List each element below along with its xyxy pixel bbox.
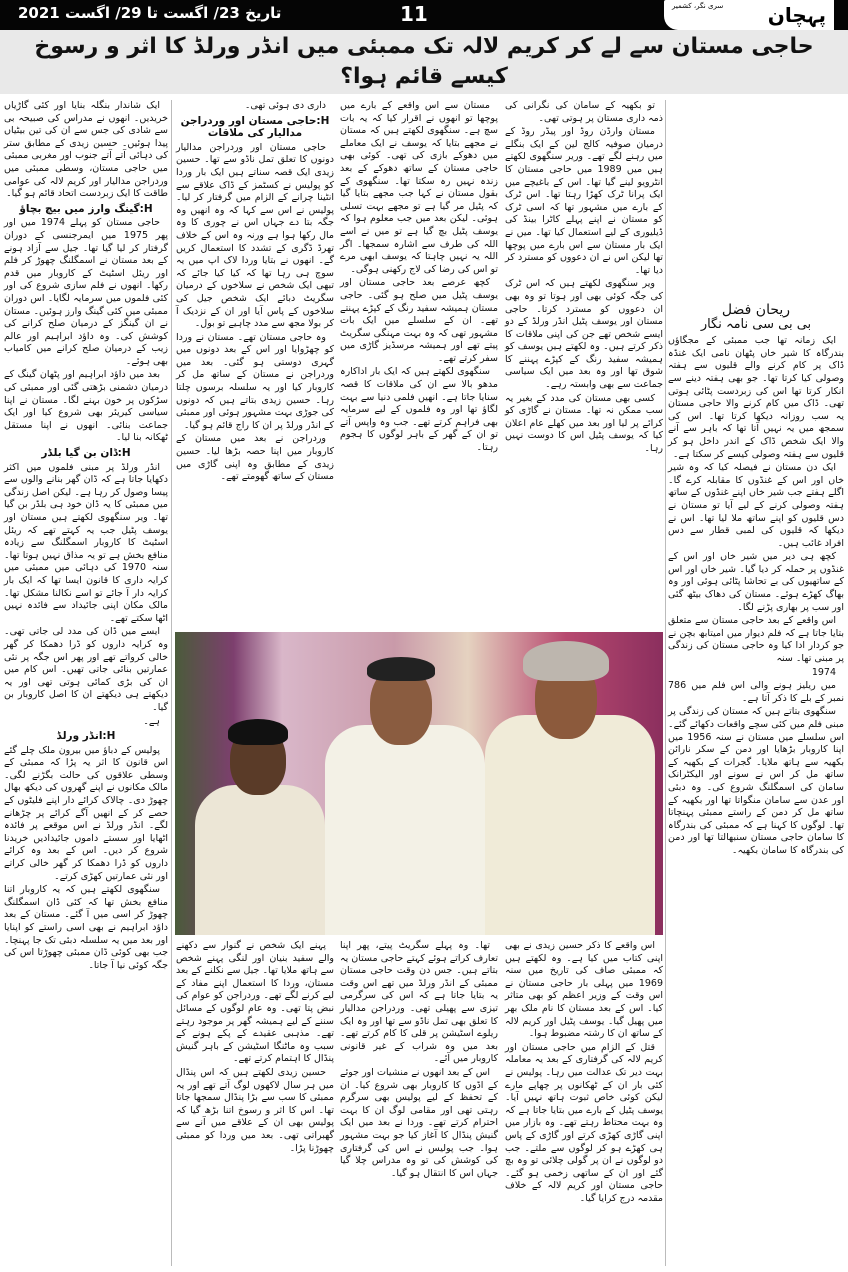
subheading: H:حاجی مستان اور وردراجن مدالیار کی ملاقات	[180, 114, 330, 140]
paragraph: بعد میں داؤد ابراہیم اور پٹھان گینگ کے درمیان دشمنی بڑھتی گئی اور ممبئی کی سڑکوں پر خون بہنے لگا۔ مستان نے اپنا سیاسی کیریئر بھی شروع کیا اور ایک جماعت بنائی۔ انھوں نے اپنا مستقل ٹھکانہ بنا لیا۔	[4, 369, 168, 444]
paragraph: ایک زمانہ تھا جب ممبئی کے مجگاؤں بندرگاہ کا شیر خاں پٹھان نامی ایک غنڈہ ڈاک پر کام کرنے والے قلیوں سے ہفتہ وصولی کیا کرتا تھا۔ جو بھی ہفتہ دینے سے انکار کرتا تھا اس کی زبردست پٹائی ہوتی تھی۔ ڈاک میں کام کرنے والا حاجی مستان یہ سب روزانہ دیکھا کرتا تھا۔ اس کی سمجھ میں یہ نہیں آتا تھا کہ باہر سے آنے والا ایک شخص ڈاک کے اندر داخل ہو کر قلیوں سے ہفتہ وصولی کیسے کر سکتا ہے۔	[668, 335, 844, 460]
main-headline	[0, 30, 848, 94]
article-photo	[175, 632, 663, 935]
paragraph: کچھ ہی دیر میں شیر خاں اور اس کے غنڈوں پر حملہ کر دیا گیا۔ شیر خاں اور اس کے ساتھیوں کی بے تحاشا پٹائی ہوئی اور وہ بھاگ کھڑے ہوئے۔ مستان کی دھاک بیٹھ گئی اور سب پر بھاری پڑنے لگا۔	[668, 551, 844, 613]
paragraph: انڈر ورلڈ پر مبنی فلموں میں اکثر دکھایا جاتا ہے کہ ڈان گھر بنانے والوں سے پیسا وصول کر رہا ہے۔ لیکن اصل زندگی میں ممبئی کا یہ ڈان خود ہی بلڈر بن گیا تھا۔ ویر سنگھوی لکھتے ہیں مستان اور یوسف پٹیل جب یہ کہتے تھے کہ ریئل اسٹیٹ کا کاروبار اسمگلنگ سے زیادہ منافع بخش ہے تو یہ مذاق نہیں ہوتا تھا۔ سنہ 1970 کی دہائی میں ممبئی میں کرایہ داری کا قانون ایسا تھا کہ ایک بار کرایہ دار آ جائے تو اسے نکالنا مشکل تھا۔ مالک مکان اپنی جائیداد سے فائدہ نہیں اٹھا سکتے تھے۔	[4, 461, 168, 624]
subheading: H:ڈان بن گیا بلڈر	[41, 447, 131, 460]
column-divider	[171, 100, 172, 1266]
paragraph: پولیس کے دباؤ میں بیرون ملک چلے گئے اس قانون کا اثر یہ پڑا کہ ممبئی کے وسطی علاقوں کی حالت بگڑنے لگی۔ مالک مکانوں نے اپنے گھروں کی دیکھ بھال چھوڑ دی۔ چالاک کرائے دار اپنے فلیٹوں کے حصے کر کے انھیں آگے کرائے پر چڑھانے لگے۔ انڈر ورلڈ نے اس موقعے پر فائدہ اٹھایا اور سستے داموں جائیدادیں خریدنا شروع کر دیں۔ اس کے بعد وہ کرائے داروں کو ڈرا دھمکا کر گھر خالی کراتے اور نئی عمارتیں کھڑی کرتے۔	[4, 744, 168, 882]
person-middle	[325, 645, 485, 935]
newspaper-logo	[664, 0, 834, 30]
paragraph: پہنے ایک شخص نے گنوار سے دکھنے والے سفید بنیان اور لنگی پہنے شخص سے ہاتھ ملایا تھا۔ جیل سے نکلنے کے بعد مستان، وردا کا استعمال اپنے مفاد کے لیے کرنے لگے تھے۔ وردراجن کو عوام کی نبض پتا تھی۔ وہ عام لوگوں کے مسائل سننے کے لیے ہمیشہ گھر پر موجود رہتے تھے۔ مذہبی عقیدے کے پکے ہونے کے سبب وہ ماٹنگا اسٹیشن کے باہر گنیش پنڈال کا اہتمام کرتے تھے۔	[176, 940, 334, 1065]
logo-tagline: سری نگر، کشمیر	[672, 2, 724, 10]
column-3-top	[340, 100, 498, 456]
paragraph: حاجی مستان اور وردراجن مدالیار دونوں کا تعلق تمل ناڈو سے تھا۔ حسین زیدی ایک قصہ سناتے ہیں ایک بار وردا کو پولیس نے کسٹمز کے ڈاک علاقے سے انٹینا چرانے کے الزام میں گرفتار کر لیا۔ پولیس نے اس سے کہا کہ وہ انھیں وہ جگہ بتا دے جہاں اس نے چوری کا وہ مال رکھا ہوا ہے ورنہ وہ اس کے خلاف تھرڈ ڈگری کے تشدد کا استعمال کریں گے۔ انھوں نے بتایا وردا لاک اپ میں یہ سوچ ہی رہا تھا کہ کیا کیا جائے کہ تبھی ایک شخص نے سلاخوں کے درمیان سگریٹ دبائے ایک شخص جیل کی سلاخوں کے پاس آیا اور ان کے نزدیک آ کر بولا مجھ سے مدد چاہیے تو بول۔	[176, 141, 334, 330]
paragraph: حسین زیدی لکھتے ہیں کہ اس پنڈال میں ہر سال لاکھوں لوگ آتے تھے اور یہ ممبئی کا سب سے بڑا پنڈال سمجھا جاتا تھا۔ اس کا اثر و رسوخ اتنا بڑھ گیا کہ پولیس بھی ان کے علاقے میں آنے سے گھبراتی تھی۔ بعد میں وردا کو ممبئی چھوڑنا پڑا۔	[176, 1066, 334, 1154]
column-5-bottom-text	[4, 716, 168, 973]
paragraph: ایسے میں ڈان کی مدد لی جاتی تھی۔ وہ کرایہ داروں کو ڈرا دھمکا کر گھر خالی کرواتے تھے اور پھر اس جگہ پر نئی عمارتیں بنائی جاتی تھیں۔ اس کام میں ان کی بڑی کمائی ہوتی تھی اور یہ دیکھتے ہی دیکھتے ان کا اصل کاروبار بن گیا۔	[4, 626, 168, 713]
byline	[668, 304, 844, 331]
paragraph: میں ریلیز ہونے والی اس فلم میں 786 نمبر کے بلے کا ذکر آتا ہے۔	[668, 680, 844, 704]
paragraph: ہے۔	[143, 715, 160, 727]
column-4-top	[176, 100, 334, 485]
paragraph: سنگھوی لکھتے ہیں کہ یہ کاروبار اتنا منافع بخش تھا کہ کئی ڈان اسمگلنگ چھوڑ کر اسی میں آ گئے۔ مستان کے بعد داؤد ابراہیم نے بھی اسی راستے کو اپنایا اور بعد میں یہ سلسلہ دبئی تک جا پہنچا۔ جب بھی کوئی ڈان ممبئی چھوڑتا اس کی جگہ کوئی نیا آ جاتا۔	[4, 884, 168, 971]
issue-date: تاریخ 23/ اگست تا 29/ اگست 2021	[18, 4, 282, 22]
paragraph: تو بکھیہ کے سامان کی نگرانی کی ذمہ داری مستان پر ہوتی تھی۔	[505, 100, 663, 124]
logo-name: پہچان	[767, 3, 826, 27]
column-divider	[665, 100, 666, 1266]
person-left	[195, 715, 325, 935]
paragraph: سنگھوی بتاتے ہیں کہ مستان کی زندگی پر مبنی فلم میں کئی سچے واقعات دکھائے گئے۔ اس سلسلے میں مستان نے سنہ 1956 میں اپنا کاروبار بڑھایا اور دمن کے سکر نارائن بکھیہ سے ہاتھ ملایا۔ گجرات کے بکھیہ کے ساتھ مل کر اس نے سونے اور الیکٹرانک سامان کی اسمگلنگ شروع کی۔ وہ دبئی اور عدن سے سامان منگواتا تھا اور بکھیہ کے ساتھ مل کر دمن کے راستے ممبئی پہنچاتا تھا۔ لوگوں کا کہنا ہے کہ ممبئی کی بندرگاہ کا سامان حاجی مستان سنبھالتا تھا اور دمن کی بندرگاہ کا سامان بکھیہ۔	[668, 706, 844, 856]
column-2-bottom	[505, 940, 663, 1206]
paragraph: اس واقعے کے بعد حاجی مستان سے متعلق بتایا جاتا ہے کہ فلم دیوار میں امیتابھ بچن نے جو کردار ادا کیا وہ حاجی مستان کی زندگی پر مبنی تھا۔ سنہ	[668, 615, 844, 665]
column-5	[4, 100, 168, 973]
column-3-bottom	[340, 940, 498, 1181]
paragraph: قتل کے الزام میں حاجی مستان اور کریم لالہ کی گرفتاری کے بعد یہ معاملہ بہت دیر تک عدالت میں رہا۔ پولیس نے کئی بار ان کے ٹھکانوں پر چھاپے مارے لیکن کوئی خاص ثبوت ہاتھ نہیں آیا۔ یوسف پٹیل کے بارے میں بتایا جاتا ہے کہ وہ بہت محتاط رہتے تھے۔ وہ بازار میں اپنی گاڑی کھڑی کرتے اور گاڑی کے پاس ہی کھڑے ہو کر لوگوں سے ملتے۔ جب دو لوگوں نے ان پر گولی چلائی تو وہ بچ گئے اور ان کے ساتھی زخمی ہو گئے۔ حاجی مستان اور کریم لالہ کے خلاف مقدمہ درج کرایا گیا۔	[505, 1041, 663, 1204]
byline-author: ریحان فضل	[721, 302, 791, 318]
paragraph: 1974	[811, 666, 836, 678]
masthead-bar	[0, 0, 848, 30]
subheading: H:گینگ وارز میں بیچ بچاؤ	[19, 202, 153, 215]
column-1	[668, 300, 844, 859]
person-right	[485, 635, 655, 935]
subheading: H:انڈر ورلڈ	[56, 730, 116, 743]
paragraph: کچھ عرصے بعد حاجی مستان اور یوسف پٹیل میں صلح ہو گئی۔ حاجی مستان ہمیشہ سفید رنگ کے کپڑے پہنتے تھے۔ ان کے سلسلے میں ایک بات مشہور تھی کہ وہ بہت مہنگی سگریٹ پیتے تھے اور ہمیشہ مرسڈیز گاڑی میں سفر کرتے تھے۔	[340, 277, 498, 364]
paragraph: مستان سے اس واقعے کے بارے میں پوچھا تو انھوں نے اقرار کیا کہ یہ بات سچ ہے۔ سنگھوی لکھتے ہیں کہ مستان نے مجھے بتایا کہ یوسف نے ایک معاملے میں دھوکے بازی کی تھی۔ کوئی بھی حاجی مستان کے ساتھ دھوکے کے بعد زندہ نہیں رہ سکتا تھا۔ سنگھوی کے بقول مستان نے کہا جب مجھے بتایا گیا کہ پٹیل مر گیا ہے تو مجھے بہت تسلی ہوئی۔ لیکن بعد میں جب معلوم ہوا کہ یوسف پٹیل بچ گیا ہے تو میں نے اسے اللہ کی طرف سے اشارہ سمجھا۔ اگر اللہ یہ نہیں چاہتا کہ یوسف ابھی مرے تو اس کی رضا کی لاج رکھنی ہوگی۔	[340, 100, 498, 275]
main-headline-text: حاجی مستان سے لے کر کریم لالہ تک ممبئی میں انڈر ورلڈ کا اثر و رسوخ کیسے قائم ہوا؟	[34, 34, 814, 89]
column-5-top-text	[4, 100, 168, 715]
column-1-text	[668, 335, 844, 857]
paragraph: تھا۔ وہ پہلے سگریٹ پیتے، پھر اپنا تعارف کراتے ہوئے کہتے حاجی مستان یہ بتاتے ہیں۔ جس دن وقت حاجی مستان ممبئی کے انڈر ورلڈ میں تھے اس وقت یہ بتایا جاتا ہے کہ اس کی سرگرمی تیزی سے پھیلی تھی۔ وردراجن مدالیار کا تعلق بھی تمل ناڈو سے تھا اور وہ ایک ریلوے اسٹیشن پر قلی کا کام کرتے تھے۔ بعد میں وہ شراب کے غیر قانونی کاروبار میں آئے۔	[340, 940, 498, 1065]
paragraph: مستان وارڈن روڈ اور پیڈر روڈ کے درمیان صوفیہ کالج لین کے ایک بنگلے میں رہنے لگے تھے۔ وریر سنگھوی لکھتے ہیں میں 1989 میں حاجی مستان کا انٹرویو لینے گیا تھا۔ اس کے باغیچے میں ایک پرانا ٹرک کھڑا رہتا تھا۔ اس ٹرک کے بارے میں مشہور تھا کہ اسی ٹرک کو مستان نے اپنے پہلے کاٹرا بینڈ کی ڈیلیوری کے لیے استعمال کیا تھا۔ میں نے ایک بار مستان سے اس بارے میں پوچھا تھا لیکن اس نے ان دعووں کو مسترد کر دیا تھا۔	[505, 126, 663, 276]
paragraph: اس واقعے کا ذکر حسین زیدی نے بھی اپنی کتاب میں کیا ہے۔ وہ لکھتے ہیں کہ ممبئی صاف کی تاریخ میں سنہ 1969 میں پہلی بار حاجی مستان نے اس وقت کے وزیر اعظم کو بھی متاثر کیا۔ اس کے بعد مستان کا نام ملک بھر میں پھیل گیا۔ یوسف پٹیل اور کریم لالہ کے ساتھ ان کا رشتہ مضبوط ہوا۔	[505, 940, 663, 1040]
paragraph: وردراجن نے بعد میں مستان کے کاروبار میں اپنا حصہ بڑھا لیا۔ حسین زیدی کے مطابق وہ اپنی گاڑی میں مستان کے ساتھ گھومتے تھے۔	[176, 433, 334, 483]
column-4-bottom	[176, 940, 334, 1156]
paragraph: کسی بھی مستان کی مدد کے بغیر یہ سب ممکن نہ تھا۔ مستان نے گاڑی کو کرائے پر لیا اور بعد میں کھلے عام اعلان کیا کہ یوسف پٹیل اس کا دوست نہیں رہا۔	[505, 392, 663, 455]
paragraph: ایک دن مستان نے فیصلہ کیا کہ وہ شیر خاں اور اس کے غنڈوں کا مقابلہ کرے گا۔ اگلے ہفتے جب شیر خاں اپنے غنڈوں کے ساتھ ہفتہ وصولی کرنے کے لیے آیا تو مستان نے دس قلیوں کو اپنے ساتھ ملا لیا تھا۔ اس نے دیکھا کہ قلیوں کی لمبی قطار سے دس افراد غائب ہیں۔	[668, 462, 844, 549]
page-number: 11	[400, 2, 428, 26]
paragraph: وہ حاجی مستان تھے۔ مستان نے وردا کو چھڑوایا اور اس کے بعد دونوں میں گہری دوستی ہو گئی۔ بعد میں وردراجن نے مستان کے ساتھ مل کر کاروبار کیا اور یہ سلسلہ برسوں چلتا رہا۔ حسین زیدی بتاتے ہیں کہ دونوں کی جوڑی بہت مشہور ہوئی اور ممبئی کے انڈر ورلڈ پر ان کا راج قائم ہو گیا۔	[176, 331, 334, 431]
paragraph: اس کے بعد انھوں نے منشیات اور جوئے کے اڈوں کا کاروبار بھی شروع کیا۔ ان کے تحفظ کے لیے پولیس بھی سرگرم رہتی تھی اور مقامی لوگ ان کا بہت احترام کرتے تھے۔ وردا نے بعد میں ایک گنیش پنڈال کا آغاز کیا جو بہت مشہور ہوا۔ جب پولیس نے اس کی گرفتاری کی کوشش کی تو وہ مدراس چلا گیا جہاں اس کا انتقال ہو گیا۔	[340, 1066, 498, 1179]
paragraph: ویر سنگھوی لکھتے ہیں کہ اس ٹرک کی جگہ کوئی بھی اور ہوتا تو وہ بھی ان دعووں کو مسترد کرتا۔ حاجی مستان اور یوسف پٹیل انڈر ورلڈ کے دو ایسے شخص تھے جن کی اپنی ملاقات کا ذکر کرتے ہیں۔ وہ لکھتے ہیں یوسف کو ہمیشہ سفید رنگ کے کپڑے پہننے کا شوق تھا اور وہ بعد میں ایک سیاسی جماعت سے بھی وابستہ رہے۔	[505, 278, 663, 391]
byline-role: بی بی سی نامہ نگار	[700, 316, 812, 332]
paragraph: داری دی ہوئی تھی۔	[244, 100, 326, 111]
paragraph: ایک شاندار بنگلہ بنایا اور کئی گاڑیاں خریدیں۔ انھوں نے مدراس کی صبیحہ بی سے شادی کی جس سے ان کی تین بیٹیاں پیدا ہوئیں۔ حسین زیدی کے مطابق ستر کی دہائی آتے آتے جنوب اور مغربی ممبئی میں حاجی مستان، وسطی ممبئی میں وردراجن مدالیار اور کریم لالہ کی عوامی طاقت کا ایک زبردست اتحاد قائم ہو گیا۔	[4, 100, 168, 200]
paragraph: حاجی مستان کو پہلے 1974 میں اور پھر 1975 میں ایمرجنسی کے دوران گرفتار کر لیا گیا تھا۔ جیل سے آزاد ہونے کے بعد مستان نے اسمگلنگ چھوڑ کر فلم اور ریئل اسٹیٹ کے کاروبار میں قدم رکھا۔ انھوں نے فلم سازی شروع کی اور کئی فلموں میں سرمایہ لگایا۔ اس دوران ممبئی میں کئی گینگ وارز ہوئیں۔ مستان نے ان گینگز کے درمیان صلح کرانے کی کوشش کی۔ وہ داؤد ابراہیم اور عالم زیب کے درمیان صلح کرانے میں کامیاب بھی ہوئے۔	[4, 217, 168, 367]
column-2-top	[505, 100, 663, 457]
paragraph: سنگھوی لکھتے ہیں کہ ایک بار اداکارہ مدھو بالا سے ان کی ملاقات کا قصہ سنایا جاتا ہے۔ انھیں فلمی دنیا سے بہت لگاؤ تھا اور وہ فلموں کے لیے سرمایہ بھی فراہم کرتے تھے۔ جب وہ واپس آتے تو ان کے گھر کے باہر لوگوں کا ہجوم رہتا۔	[340, 366, 498, 454]
